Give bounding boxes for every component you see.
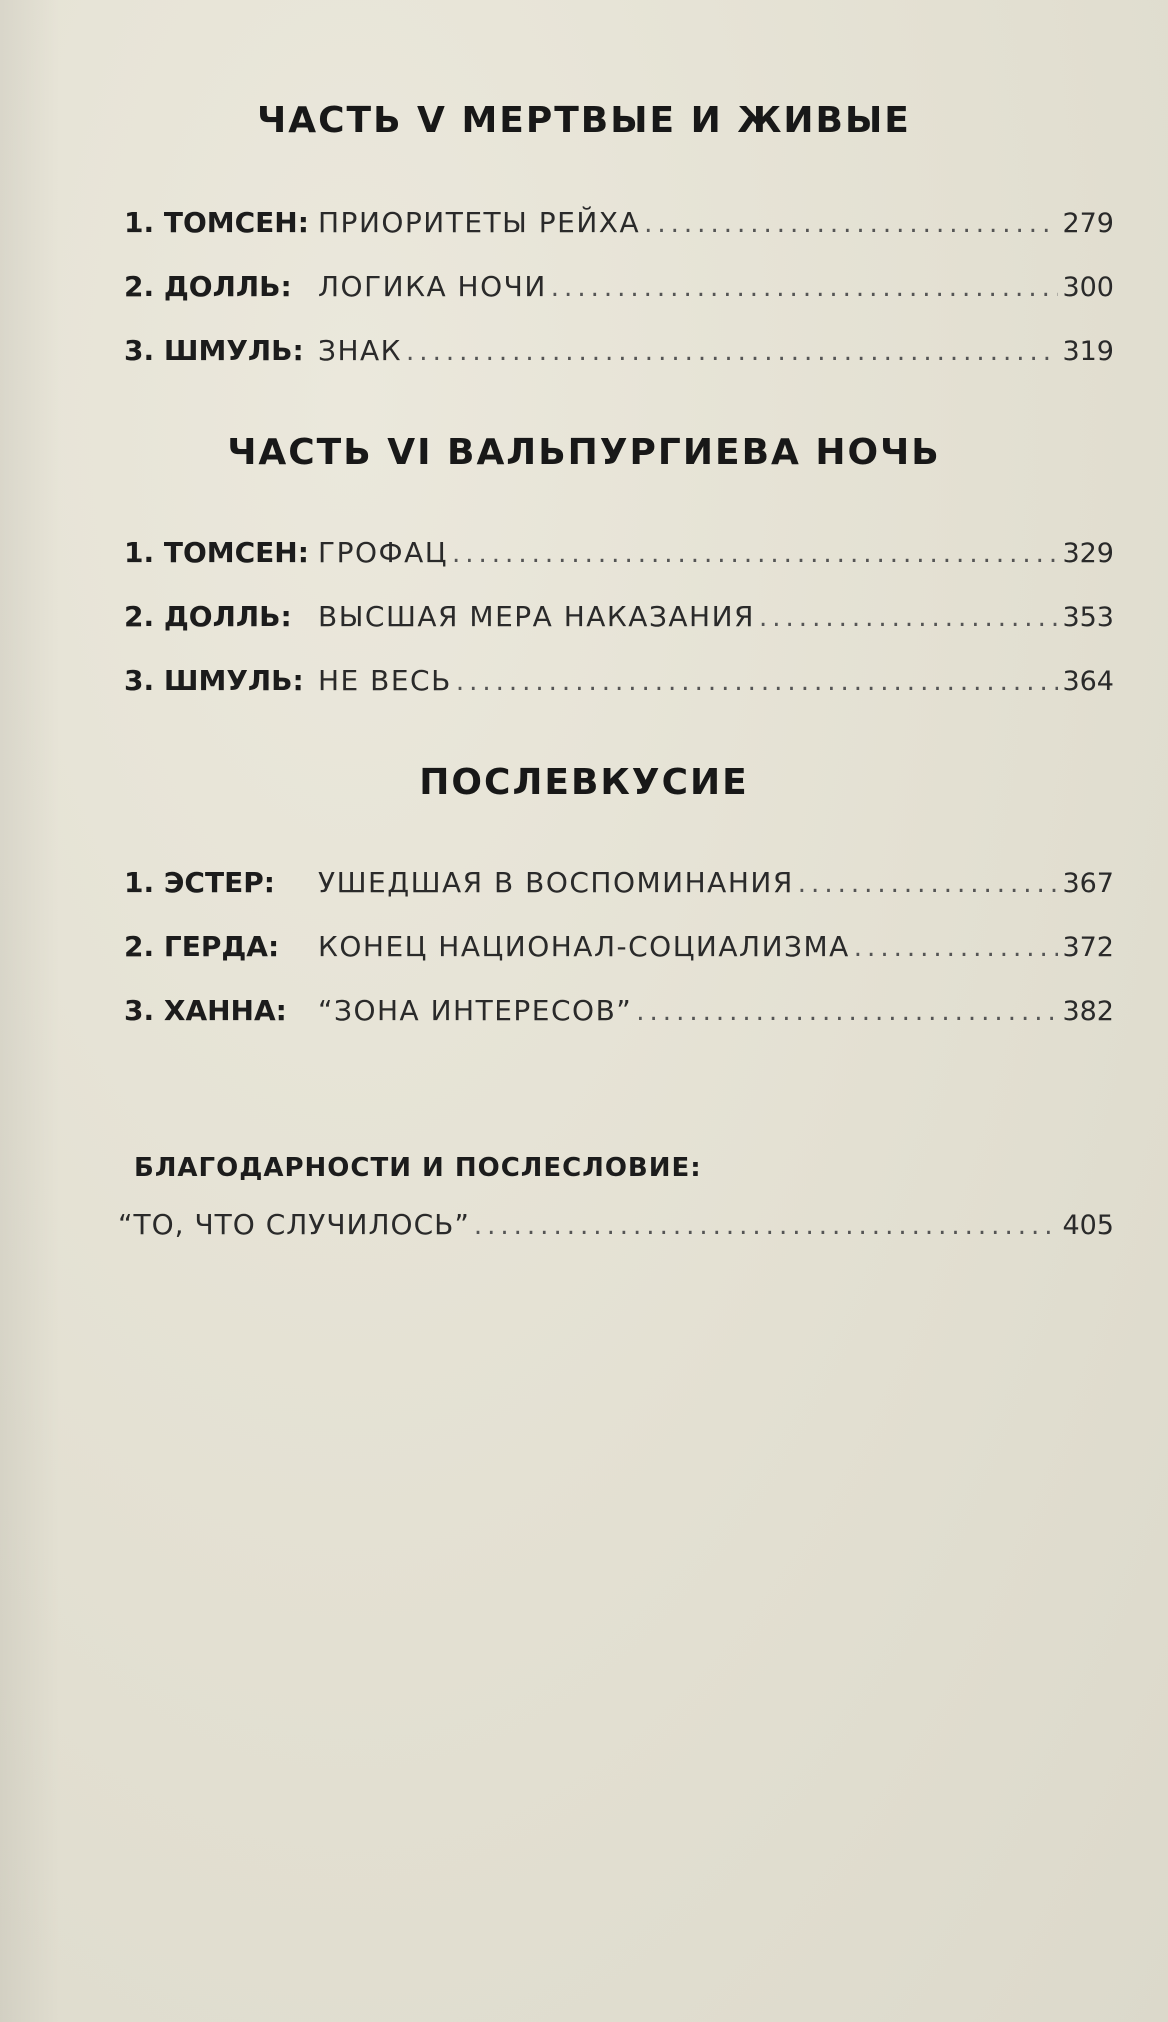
toc-entry-title: ЗНАК (318, 334, 403, 367)
toc-entry-number: 3. ХАННА: (124, 994, 287, 1027)
toc-entry-page: 372 (1062, 932, 1114, 963)
toc-entry-number: 1. ТОМСЕН: (124, 206, 309, 239)
toc-entry-page: 329 (1062, 538, 1114, 569)
toc-entry-title: ГРОФАЦ (318, 536, 448, 569)
toc-entry-number: 2. ДОЛЛЬ: (124, 600, 292, 633)
toc-leader-dots (798, 869, 1059, 899)
section-heading-part-6: ЧАСТЬ VI ВАЛЬПУРГИЕВА НОЧЬ (227, 432, 941, 473)
toc-entry (124, 206, 1114, 250)
toc-entry-page: 353 (1062, 602, 1114, 633)
toc-leader-dots (854, 933, 1059, 963)
toc-entry (124, 600, 1114, 644)
toc-leader-dots (551, 273, 1059, 303)
toc-leader-dots (456, 667, 1059, 697)
toc-entry-title: ПРИОРИТЕТЫ РЕЙХА (318, 206, 641, 239)
section-heading-part-5: ЧАСТЬ V МЕРТВЫЕ И ЖИВЫЕ (257, 100, 911, 141)
toc-entry (124, 866, 1114, 910)
toc-leader-dots (636, 997, 1058, 1027)
toc-entry-number: 1. ТОМСЕН: (124, 536, 309, 569)
toc-entry (124, 270, 1114, 314)
toc-entry-number: 2. ГЕРДА: (124, 930, 280, 963)
toc-entry-title: “ТО, ЧТО СЛУЧИЛОСЬ” (118, 1208, 470, 1241)
toc-entry-number: 3. ШМУЛЬ: (124, 664, 304, 697)
toc-entry (124, 536, 1114, 580)
toc-entry-title: “ЗОНА ИНТЕРЕСОВ” (318, 994, 633, 1027)
toc-entry-title: ЛОГИКА НОЧИ (318, 270, 547, 303)
toc-entry-page: 405 (1062, 1210, 1114, 1241)
toc-entry-page: 279 (1062, 208, 1114, 239)
toc-entry-page: 300 (1062, 272, 1114, 303)
toc-entry-number: 3. ШМУЛЬ: (124, 334, 304, 367)
page-edge-shadow (0, 0, 60, 2022)
toc-leader-dots (474, 1211, 1059, 1241)
toc-leader-dots (406, 337, 1058, 367)
toc-entry (124, 994, 1114, 1038)
toc-entry-number: 2. ДОЛЛЬ: (124, 270, 292, 303)
toc-leader-dots (452, 539, 1058, 569)
toc-entry (124, 664, 1114, 708)
toc-entry-afterword (118, 1208, 1114, 1252)
toc-entry (124, 334, 1114, 378)
toc-entry-title: НЕ ВЕСЬ (318, 664, 452, 697)
acknowledgements-heading: БЛАГОДАРНОСТИ И ПОСЛЕСЛОВИЕ: (134, 1153, 702, 1183)
toc-leader-dots (644, 209, 1058, 239)
toc-entry-page: 367 (1062, 868, 1114, 899)
section-heading-aftertaste: ПОСЛЕВКУСИЕ (419, 762, 749, 803)
toc-leader-dots (759, 603, 1058, 633)
toc-entry-title: ВЫСШАЯ МЕРА НАКАЗАНИЯ (318, 600, 756, 633)
toc-entry (124, 930, 1114, 974)
toc-entry-title: УШЕДШАЯ В ВОСПОМИНАНИЯ (318, 866, 794, 899)
toc-entry-page: 364 (1062, 666, 1114, 697)
toc-entry-number: 1. ЭСТЕР: (124, 866, 275, 899)
toc-entry-page: 382 (1062, 996, 1114, 1027)
toc-entry-title: КОНЕЦ НАЦИОНАЛ-СОЦИАЛИЗМА (318, 930, 850, 963)
toc-entry-page: 319 (1062, 336, 1114, 367)
